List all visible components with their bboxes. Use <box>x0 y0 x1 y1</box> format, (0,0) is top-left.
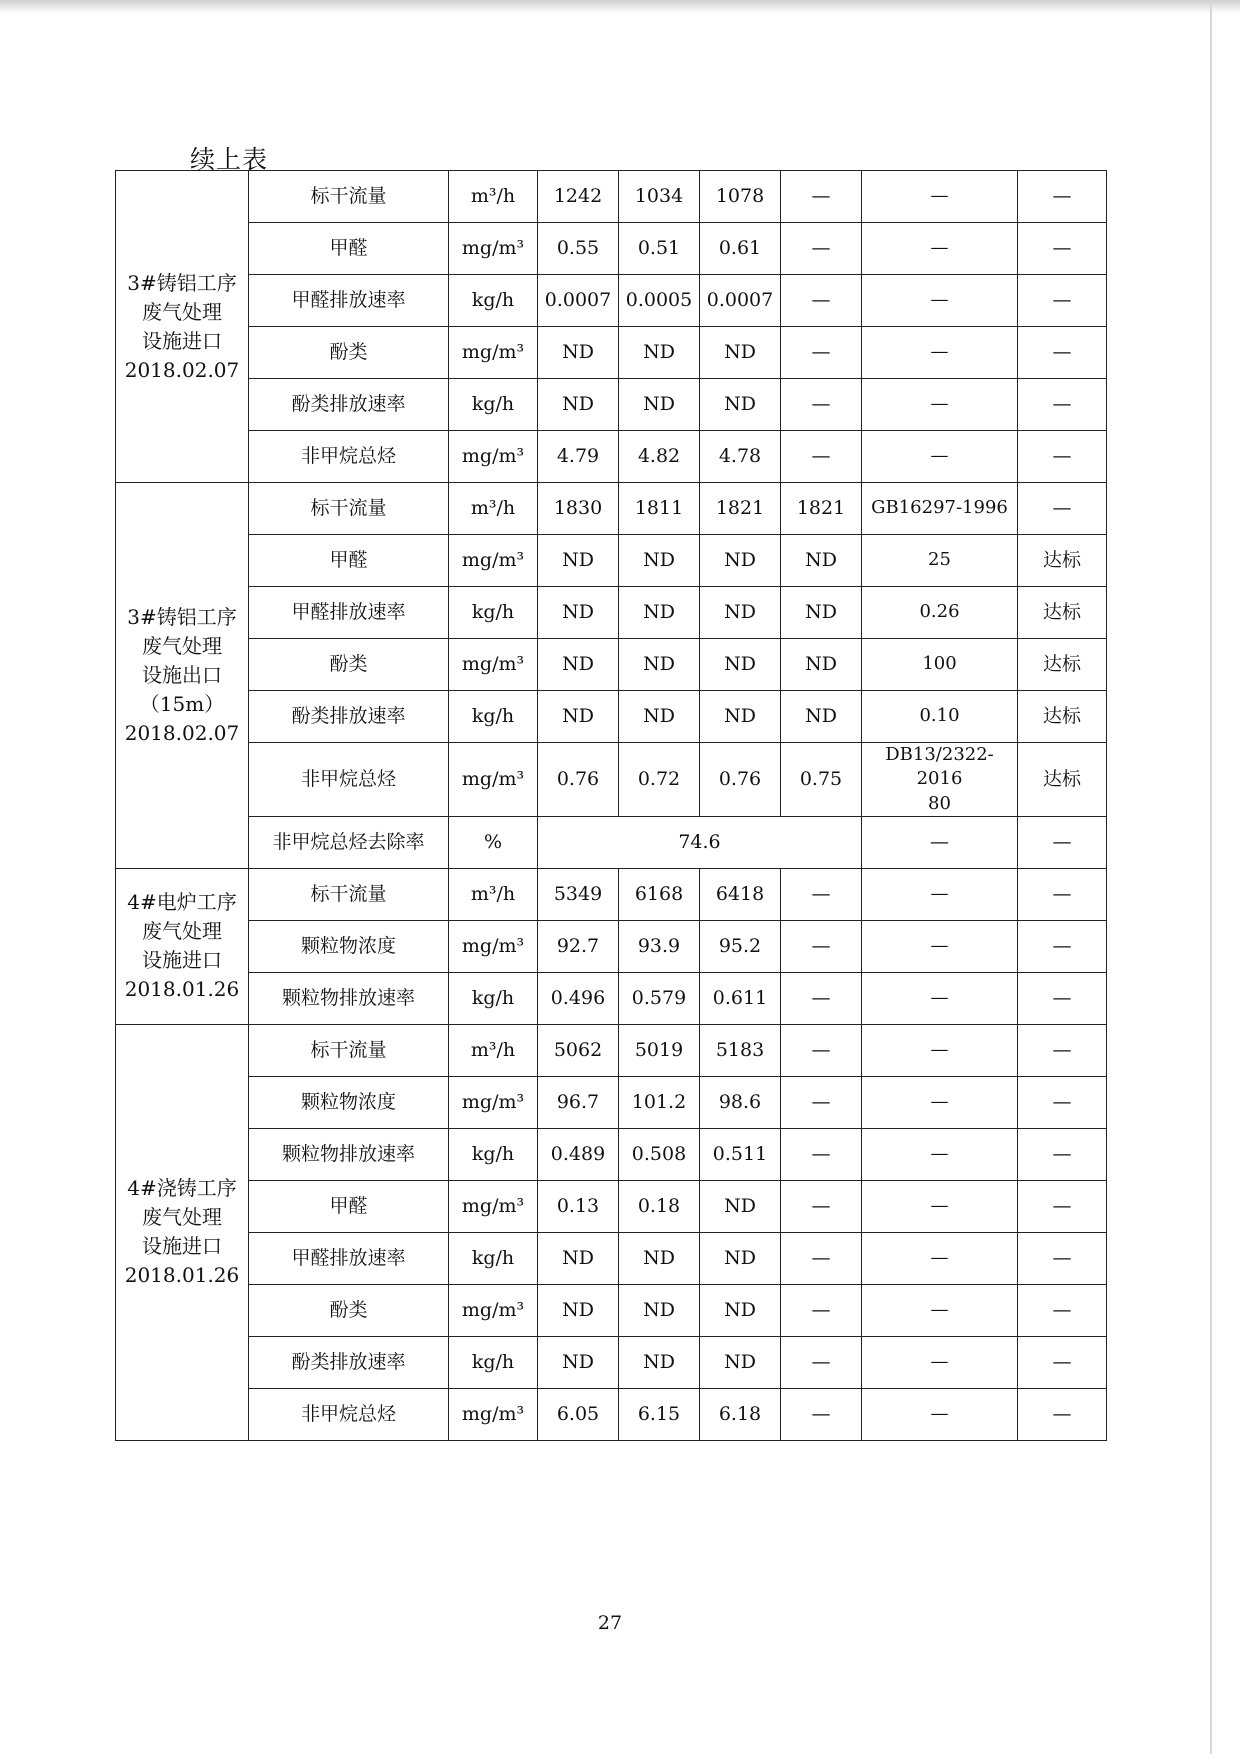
value-cell-1: 96.7 <box>538 1076 619 1128</box>
table-row <box>116 972 1107 1024</box>
unit-cell: kg/h <box>449 972 538 1024</box>
value-cell-1: 0.0007 <box>538 275 619 327</box>
value-cell-1: 6.05 <box>538 1388 619 1440</box>
result-cell: — <box>1018 171 1107 223</box>
table-row <box>116 431 1107 483</box>
value-cell-2: 1811 <box>619 483 700 535</box>
unit-cell: mg/m³ <box>449 431 538 483</box>
standard-line: — <box>930 883 949 905</box>
standard-line: 25 <box>928 549 951 571</box>
value-cell-3: ND <box>700 1336 781 1388</box>
value-cell-1: 4.79 <box>538 431 619 483</box>
value-cell-2: 0.0005 <box>619 275 700 327</box>
average-cell: 1821 <box>781 483 862 535</box>
standard-cell <box>862 431 1018 483</box>
result-cell: — <box>1018 1128 1107 1180</box>
result-cell: — <box>1018 1024 1107 1076</box>
average-cell: ND <box>781 691 862 743</box>
unit-cell: m³/h <box>449 483 538 535</box>
monitoring-data-table <box>115 170 1107 1441</box>
value-cell-3: 1078 <box>700 171 781 223</box>
value-cell-3: 0.61 <box>700 223 781 275</box>
value-cell-2: ND <box>619 1232 700 1284</box>
standard-cell <box>862 1232 1018 1284</box>
unit-cell: mg/m³ <box>449 743 538 817</box>
group-label-line: 2018.02.07 <box>124 357 240 382</box>
item-cell: 酚类 <box>249 1284 449 1336</box>
item-cell: 标干流量 <box>249 868 449 920</box>
item-cell: 非甲烷总烃 <box>249 1388 449 1440</box>
value-cell-3: ND <box>700 379 781 431</box>
group-label-line: 废气处理 <box>142 299 222 324</box>
item-cell: 甲醛排放速率 <box>249 587 449 639</box>
average-cell: — <box>781 920 862 972</box>
result-cell: — <box>1018 868 1107 920</box>
standard-line: 80 <box>928 792 951 814</box>
value-cell-1: ND <box>538 1284 619 1336</box>
standard-cell <box>862 639 1018 691</box>
result-cell: — <box>1018 816 1107 868</box>
value-cell-3: ND <box>700 639 781 691</box>
value-cell-2: ND <box>619 535 700 587</box>
value-cell-3: 95.2 <box>700 920 781 972</box>
item-cell: 颗粒物排放速率 <box>249 1128 449 1180</box>
value-cell-1: 0.496 <box>538 972 619 1024</box>
average-cell: — <box>781 1180 862 1232</box>
unit-cell: kg/h <box>449 587 538 639</box>
value-cell-2: ND <box>619 379 700 431</box>
value-cell-2: ND <box>619 639 700 691</box>
table-row <box>116 1024 1107 1076</box>
value-cell-1: ND <box>538 535 619 587</box>
group-label-line: 2018.01.26 <box>124 1263 240 1288</box>
standard-cell <box>862 379 1018 431</box>
value-cell-3: 0.0007 <box>700 275 781 327</box>
value-cell-2: 4.82 <box>619 431 700 483</box>
result-cell: 达标 <box>1018 535 1107 587</box>
value-cell-1: ND <box>538 1336 619 1388</box>
result-cell: — <box>1018 223 1107 275</box>
average-cell: — <box>781 171 862 223</box>
unit-cell: kg/h <box>449 379 538 431</box>
standard-cell <box>862 1128 1018 1180</box>
group-label-cell <box>116 1024 249 1440</box>
item-cell: 颗粒物排放速率 <box>249 972 449 1024</box>
item-cell: 甲醛排放速率 <box>249 1232 449 1284</box>
group-label-line: 3#铸铝工序 <box>127 270 237 295</box>
standard-line: 0.10 <box>919 705 960 727</box>
value-cell-2: 0.72 <box>619 743 700 817</box>
value-cell-2: ND <box>619 587 700 639</box>
group-label-line: 设施进口 <box>142 948 222 973</box>
value-cell-2: 1034 <box>619 171 700 223</box>
value-cell-3: ND <box>700 587 781 639</box>
value-cell-1: 5349 <box>538 868 619 920</box>
table-row <box>116 1284 1107 1336</box>
value-cell-2: 93.9 <box>619 920 700 972</box>
table-row <box>116 1336 1107 1388</box>
average-cell: ND <box>781 587 862 639</box>
value-cell-1: ND <box>538 639 619 691</box>
table-row <box>116 275 1107 327</box>
value-cell-3: 1821 <box>700 483 781 535</box>
value-cell-1: 0.76 <box>538 743 619 817</box>
group-label-line: 废气处理 <box>142 919 222 944</box>
table-row <box>116 1180 1107 1232</box>
standard-cell: — <box>862 816 1018 868</box>
standard-cell <box>862 1336 1018 1388</box>
group-label-cell <box>116 868 249 1024</box>
value-cell-1: 1242 <box>538 171 619 223</box>
unit-cell: mg/m³ <box>449 327 538 379</box>
table-row <box>116 587 1107 639</box>
standard-cell <box>862 1284 1018 1336</box>
unit-cell: mg/m³ <box>449 1076 538 1128</box>
result-cell: — <box>1018 1284 1107 1336</box>
item-cell: 酚类排放速率 <box>249 1336 449 1388</box>
result-cell: — <box>1018 972 1107 1024</box>
table-row <box>116 691 1107 743</box>
value-cell-1: ND <box>538 379 619 431</box>
result-cell: — <box>1018 379 1107 431</box>
unit-cell: kg/h <box>449 1128 538 1180</box>
value-cell-3: ND <box>700 1180 781 1232</box>
average-cell: — <box>781 431 862 483</box>
table-row <box>116 1128 1107 1180</box>
unit-cell: mg/m³ <box>449 1388 538 1440</box>
table-body <box>116 171 1107 1441</box>
value-cell-1: 5062 <box>538 1024 619 1076</box>
standard-cell <box>862 868 1018 920</box>
value-cell-1: 0.13 <box>538 1180 619 1232</box>
value-cell-2: ND <box>619 1336 700 1388</box>
group-label-line: 4#浇铸工序 <box>127 1176 237 1201</box>
result-cell: — <box>1018 327 1107 379</box>
standard-line: — <box>930 289 949 311</box>
table-row <box>116 379 1107 431</box>
scan-edge-right <box>1210 0 1212 1754</box>
standard-cell <box>862 1180 1018 1232</box>
standard-line: — <box>930 1403 949 1425</box>
table-caption: 续上表 <box>190 145 269 174</box>
unit-cell: mg/m³ <box>449 639 538 691</box>
unit-cell: mg/m³ <box>449 1180 538 1232</box>
value-cell-1: ND <box>538 587 619 639</box>
standard-cell <box>862 171 1018 223</box>
item-cell: 标干流量 <box>249 483 449 535</box>
value-cell-1: 92.7 <box>538 920 619 972</box>
result-cell: 达标 <box>1018 587 1107 639</box>
unit-cell: kg/h <box>449 1232 538 1284</box>
standard-cell <box>862 223 1018 275</box>
result-cell: — <box>1018 1232 1107 1284</box>
average-cell: — <box>781 1024 862 1076</box>
average-cell: — <box>781 1076 862 1128</box>
unit-cell: mg/m³ <box>449 1284 538 1336</box>
standard-line: — <box>930 1143 949 1165</box>
value-cell-3: ND <box>700 535 781 587</box>
standard-line: — <box>930 185 949 207</box>
standard-line: 100 <box>922 653 957 675</box>
value-cell-3: 4.78 <box>700 431 781 483</box>
table-row <box>116 171 1107 223</box>
value-cell-2: ND <box>619 1284 700 1336</box>
standard-line: — <box>930 1299 949 1321</box>
average-cell: — <box>781 972 862 1024</box>
value-cell-2: ND <box>619 691 700 743</box>
average-cell: ND <box>781 639 862 691</box>
value-cell-1: ND <box>538 691 619 743</box>
standard-line: — <box>930 341 949 363</box>
standard-cell <box>862 535 1018 587</box>
table-row <box>116 743 1107 817</box>
value-cell-2: 0.508 <box>619 1128 700 1180</box>
group-label-line: 3#铸铝工序 <box>127 604 237 629</box>
unit-cell: m³/h <box>449 171 538 223</box>
table-row <box>116 483 1107 535</box>
value-cell-3: 98.6 <box>700 1076 781 1128</box>
group-label-line: 废气处理 <box>142 1205 222 1230</box>
value-cell-1: 0.489 <box>538 1128 619 1180</box>
standard-line: — <box>930 987 949 1009</box>
unit-cell: kg/h <box>449 691 538 743</box>
value-cell-1: ND <box>538 327 619 379</box>
unit-cell: mg/m³ <box>449 535 538 587</box>
result-cell: — <box>1018 1388 1107 1440</box>
item-cell: 标干流量 <box>249 171 449 223</box>
standard-cell <box>862 691 1018 743</box>
item-cell: 非甲烷总烃 <box>249 743 449 817</box>
standard-line: — <box>930 1091 949 1113</box>
average-cell: 0.75 <box>781 743 862 817</box>
table-row <box>116 920 1107 972</box>
average-cell: — <box>781 868 862 920</box>
item-cell: 酚类 <box>249 327 449 379</box>
result-cell: — <box>1018 1180 1107 1232</box>
table-row <box>116 1076 1107 1128</box>
item-cell: 颗粒物浓度 <box>249 920 449 972</box>
standard-line: — <box>930 1039 949 1061</box>
unit-cell: kg/h <box>449 1336 538 1388</box>
page-number: 27 <box>597 1612 623 1634</box>
result-cell: — <box>1018 1336 1107 1388</box>
item-cell: 标干流量 <box>249 1024 449 1076</box>
value-cell-2: 101.2 <box>619 1076 700 1128</box>
value-cell-1: ND <box>538 1232 619 1284</box>
item-cell: 酚类排放速率 <box>249 379 449 431</box>
average-cell: — <box>781 1284 862 1336</box>
item-cell: 甲醛 <box>249 223 449 275</box>
standard-line: — <box>930 445 949 467</box>
group-label-line: 废气处理 <box>142 633 222 658</box>
value-cell-3: 0.511 <box>700 1128 781 1180</box>
item-cell: 甲醛 <box>249 535 449 587</box>
value-cell-3: 5183 <box>700 1024 781 1076</box>
value-cell-2: 6.15 <box>619 1388 700 1440</box>
standard-line: — <box>930 935 949 957</box>
average-cell: — <box>781 223 862 275</box>
result-cell: — <box>1018 275 1107 327</box>
value-cell-3: ND <box>700 327 781 379</box>
table-row <box>116 535 1107 587</box>
group-label-cell <box>116 171 249 483</box>
value-cell-2: 0.51 <box>619 223 700 275</box>
value-cell-3: ND <box>700 691 781 743</box>
unit-cell: mg/m³ <box>449 920 538 972</box>
average-cell: — <box>781 1128 862 1180</box>
removal-rate-cell: 74.6 <box>538 816 862 868</box>
result-cell: — <box>1018 483 1107 535</box>
standard-cell <box>862 920 1018 972</box>
unit-cell: % <box>449 816 538 868</box>
standard-cell <box>862 972 1018 1024</box>
average-cell: — <box>781 379 862 431</box>
standard-line: DB13/2322-2016 <box>885 744 994 790</box>
result-cell: — <box>1018 431 1107 483</box>
group-label-line: 设施进口 <box>142 328 222 353</box>
value-cell-2: 6168 <box>619 868 700 920</box>
table-row <box>116 816 1107 868</box>
unit-cell: mg/m³ <box>449 223 538 275</box>
standard-cell <box>862 327 1018 379</box>
average-cell: ND <box>781 535 862 587</box>
value-cell-2: 0.579 <box>619 972 700 1024</box>
standard-cell <box>862 587 1018 639</box>
average-cell: — <box>781 275 862 327</box>
average-cell: — <box>781 1336 862 1388</box>
value-cell-3: 6.18 <box>700 1388 781 1440</box>
value-cell-3: ND <box>700 1232 781 1284</box>
item-cell: 颗粒物浓度 <box>249 1076 449 1128</box>
result-cell: 达标 <box>1018 691 1107 743</box>
group-label-line: 2018.01.26 <box>124 977 240 1002</box>
standard-line: — <box>930 1247 949 1269</box>
group-label-cell <box>116 483 249 869</box>
group-label-line: （15m） <box>139 691 225 716</box>
table-row <box>116 327 1107 379</box>
table-row <box>116 1388 1107 1440</box>
value-cell-1: 1830 <box>538 483 619 535</box>
result-cell: 达标 <box>1018 743 1107 817</box>
group-label-line: 设施进口 <box>142 1234 222 1259</box>
value-cell-3: 6418 <box>700 868 781 920</box>
standard-line: — <box>930 1195 949 1217</box>
standard-cell <box>862 1388 1018 1440</box>
item-cell: 酚类排放速率 <box>249 691 449 743</box>
group-label-line: 设施出口 <box>142 662 222 687</box>
standard-line: 0.26 <box>919 601 960 623</box>
unit-cell: m³/h <box>449 1024 538 1076</box>
value-cell-3: ND <box>700 1284 781 1336</box>
standard-cell <box>862 1076 1018 1128</box>
standard-cell <box>862 275 1018 327</box>
table-row <box>116 868 1107 920</box>
value-cell-3: 0.76 <box>700 743 781 817</box>
value-cell-2: 0.18 <box>619 1180 700 1232</box>
item-cell: 酚类 <box>249 639 449 691</box>
result-cell: — <box>1018 920 1107 972</box>
average-cell: — <box>781 1232 862 1284</box>
average-cell: — <box>781 327 862 379</box>
table-row <box>116 223 1107 275</box>
item-cell: 非甲烷总烃去除率 <box>249 816 449 868</box>
standard-line: — <box>930 237 949 259</box>
table-row <box>116 639 1107 691</box>
value-cell-2: ND <box>619 327 700 379</box>
result-cell: 达标 <box>1018 639 1107 691</box>
standard-cell <box>862 1024 1018 1076</box>
scan-edge-top <box>0 0 1240 14</box>
group-label-line: 4#电炉工序 <box>127 890 237 915</box>
standard-line: — <box>930 393 949 415</box>
table-row <box>116 1232 1107 1284</box>
item-cell: 甲醛排放速率 <box>249 275 449 327</box>
result-cell: — <box>1018 1076 1107 1128</box>
group-label-line: 2018.02.07 <box>124 720 240 745</box>
standard-cell <box>862 483 1018 535</box>
value-cell-2: 5019 <box>619 1024 700 1076</box>
standard-line: GB16297-1996 <box>871 497 1008 519</box>
standard-cell <box>862 743 1018 817</box>
average-cell: — <box>781 1388 862 1440</box>
value-cell-3: 0.611 <box>700 972 781 1024</box>
item-cell: 甲醛 <box>249 1180 449 1232</box>
unit-cell: kg/h <box>449 275 538 327</box>
unit-cell: m³/h <box>449 868 538 920</box>
value-cell-1: 0.55 <box>538 223 619 275</box>
standard-line: — <box>930 1351 949 1373</box>
item-cell: 非甲烷总烃 <box>249 431 449 483</box>
